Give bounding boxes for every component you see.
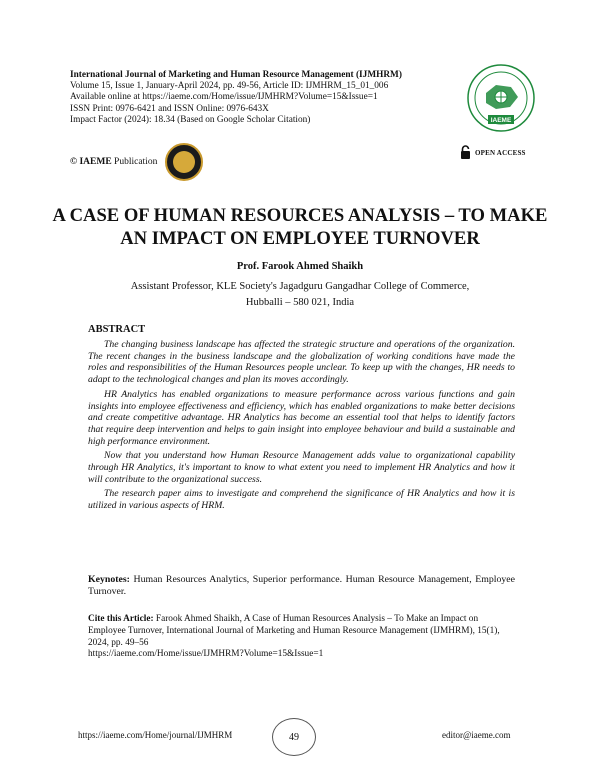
abstract-heading: ABSTRACT	[88, 324, 146, 335]
keywords-label: Keynotes:	[88, 574, 130, 585]
keywords-text: Human Resources Analytics, Superior performance. Human Resource Management, Employee Turnover.	[88, 574, 515, 598]
author-affiliation	[60, 279, 540, 310]
abstract-paragraph: HR Analytics has enabled organizations to measure performance across various functions and gain insights into employee effectiveness and efficiency, which has enabled organizations to make better decisions and create competitive advantage. HR Analytics has become an essential tool that helps to identify factors that require deep intervention and helps to gain insight into employee behaviour and build a sustainable and high performance environment.	[88, 388, 515, 447]
available-line[interactable]: Available online at https://iaeme.com/Home/issue/IJMHRM?Volume=15&Issue=1	[70, 92, 378, 103]
author-name: Prof. Farook Ahmed Shaikh	[236, 261, 364, 272]
open-lock-icon	[460, 145, 471, 160]
cite-label: Cite this Article:	[88, 614, 154, 624]
logo-text: IAEME	[490, 117, 512, 124]
publication-line	[70, 143, 203, 181]
iaeme-logo-icon	[466, 63, 536, 133]
abstract-paragraph: The changing business landscape has affected the strategic structure and operations of the organization. The recent changes in the business landscape and the globalization of working conditions have made the roles and responsibilities of the Human Resources people unclear. To keep up with the changes, HR needs to adapt to the technological changes and plan its moves accordingly.	[88, 339, 515, 386]
affiliation-line-1: Assistant Professor, KLE Society's Jagadguru Gangadhar College of Commerce,	[130, 281, 470, 292]
volume-line: Volume 15, Issue 1, January-April 2024, pp. 49-56, Article ID: IJMHRM_15_01_006	[70, 81, 389, 92]
abstract-paragraph: The research paper aims to investigate and comprehend the significance of HR Analytics and how it is utilized in various aspects of HRM.	[88, 488, 515, 512]
footer-journal-link[interactable]: https://iaeme.com/Home/journal/IJMHRM	[78, 730, 233, 740]
copyright: © IAEME	[70, 157, 112, 167]
journal-name: International Journal of Marketing and Human Resource Management (IJMHRM)	[70, 70, 402, 80]
paper-title: A CASE OF HUMAN RESOURCES ANALYSIS – TO MAKE AN IMPACT ON EMPLOYEE TURNOVER	[52, 205, 548, 249]
keywords	[88, 574, 515, 599]
cite-url[interactable]: https://iaeme.com/Home/issue/IJMHRM?Volume=15&Issue=1	[88, 649, 324, 660]
cite-text: Farook Ahmed Shaikh, A Case of Human Resources Analysis – To Make an Impact on Employee Turnover, International Journal of Marketing and Human Resource Management (IJMHRM), 15(1), 2024, pp. 49–56	[88, 614, 500, 648]
issn-line: ISSN Print: 0976-6421 and ISSN Online: 0976-643X	[70, 103, 269, 114]
publication-label: Publication	[114, 157, 158, 167]
abstract-paragraph: Now that you understand how Human Resource Management adds value to organizational capability through HR Analytics, it's important to know to what extent you need to implement HR Analytics and how it will contribute to the organizational success.	[88, 450, 515, 485]
page-number: 49	[272, 718, 316, 756]
cite-article	[88, 614, 515, 661]
affiliation-line-2: Hubballi – 580 021, India	[245, 296, 355, 308]
footer-email[interactable]: editor@iaeme.com	[442, 730, 511, 740]
iaeme-logo	[466, 63, 536, 133]
open-access-label: OPEN ACCESS	[475, 148, 526, 157]
open-access-badge	[460, 145, 526, 160]
abstract-body	[88, 339, 515, 515]
badge-seal-icon	[165, 143, 203, 181]
impact-line: Impact Factor (2024): 18.34 (Based on Google Scholar Citation)	[70, 114, 311, 125]
journal-header	[70, 70, 470, 126]
